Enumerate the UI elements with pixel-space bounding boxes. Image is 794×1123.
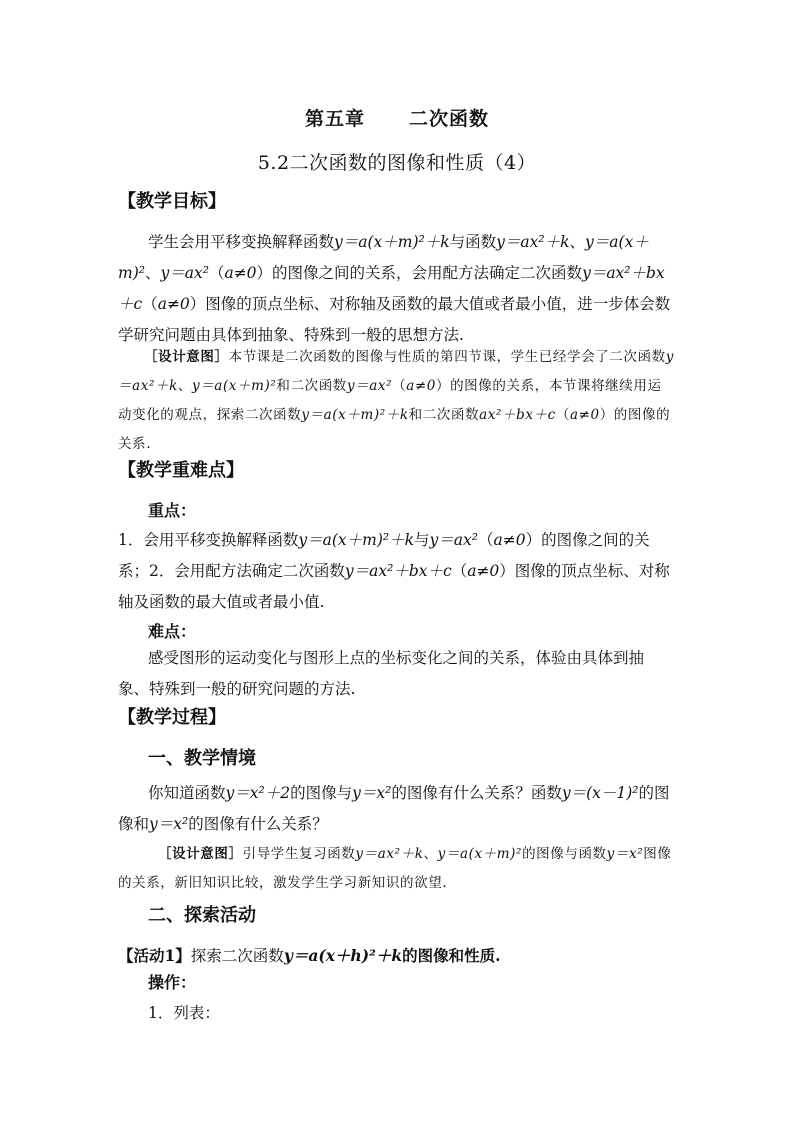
operation-label: 操作： [148,973,197,992]
chapter-number: 第五章 [304,108,365,130]
situation-question: 你知道函数y＝x²＋2的图像与y＝x²的图像有什么关系？函数y＝(x－1)²的图像和y＝x²的图像有什么关系？ [118,784,670,833]
chapter-title [0,104,794,131]
design-intent-2: ［设计意图］引导学生复习函数y＝ax²＋k、y＝a(x＋m)²的图像与函数y＝x²图像的关系，新旧知识比较，激发学生学习新知识的欲望. [118,846,672,891]
section1-heading: 一、教学情境 [148,748,256,769]
key-points-heading: 【教学重难点】 [118,460,244,481]
design-intent-tag: ［设计意图］ [144,349,229,365]
chapter-name: 二次函数 [409,108,490,130]
key-point-label: 重点： [148,501,197,520]
design-intent-1: ［设计意图］本节课是二次函数的图像与性质的第四节课，学生已经学会了二次函数y＝ax²＋k、y＝a(x＋m)²和二次函数y＝ax²（a≠0）的图像的关系，本节课将继续用运动变化的观点，探索二次函数y＝a(x＋m)²＋k和二次函数ax²＋bx＋c（a≠0）的图像的关系. [118,349,674,452]
objectives-paragraph: 学生会用平移变换解释函数y＝a(x＋m)²＋k与函数y＝ax²＋k、y＝a(x＋m)²、y＝ax²（a≠0）的图像之间的关系，会用配方法确定二次函数y＝ax²＋bx＋c（a≠0）图像的顶点坐标、对称轴及函数的最大值或者最小值，进一步体会数学研究问题由具体到抽象、特殊到一般的思想方法. [118,233,671,344]
list-step-1: 1．列表： [148,1004,220,1022]
key-point-text: 1．会用平移变换解释函数y＝a(x＋m)²＋k与y＝ax²（a≠0）的图像之间的关系；2．会用配方法确定二次函数y＝ax²＋bx＋c（a≠0）图像的顶点坐标、对称轴及函数的最大值或者最小值. [118,531,670,611]
difficulty-label: 难点： [148,622,197,641]
lesson-title: 5.2二次函数的图像和性质（4） [257,152,537,174]
objectives-heading: 【教学目标】 [118,191,226,212]
activity-1: 【活动1】探索二次函数y＝a(x＋h)²＋k的图像和性质. [118,946,501,965]
activity-tag: 【活动1】 [118,946,191,965]
process-heading: 【教学过程】 [118,707,226,728]
section2-heading: 二、探索活动 [148,905,256,926]
difficulty-text: 感受图形的运动变化与图形上点的坐标变化之间的关系，体验由具体到抽象、特殊到一般的研究问题的方法. [118,649,645,698]
design-intent-tag: ［设计意图］ [158,846,243,862]
